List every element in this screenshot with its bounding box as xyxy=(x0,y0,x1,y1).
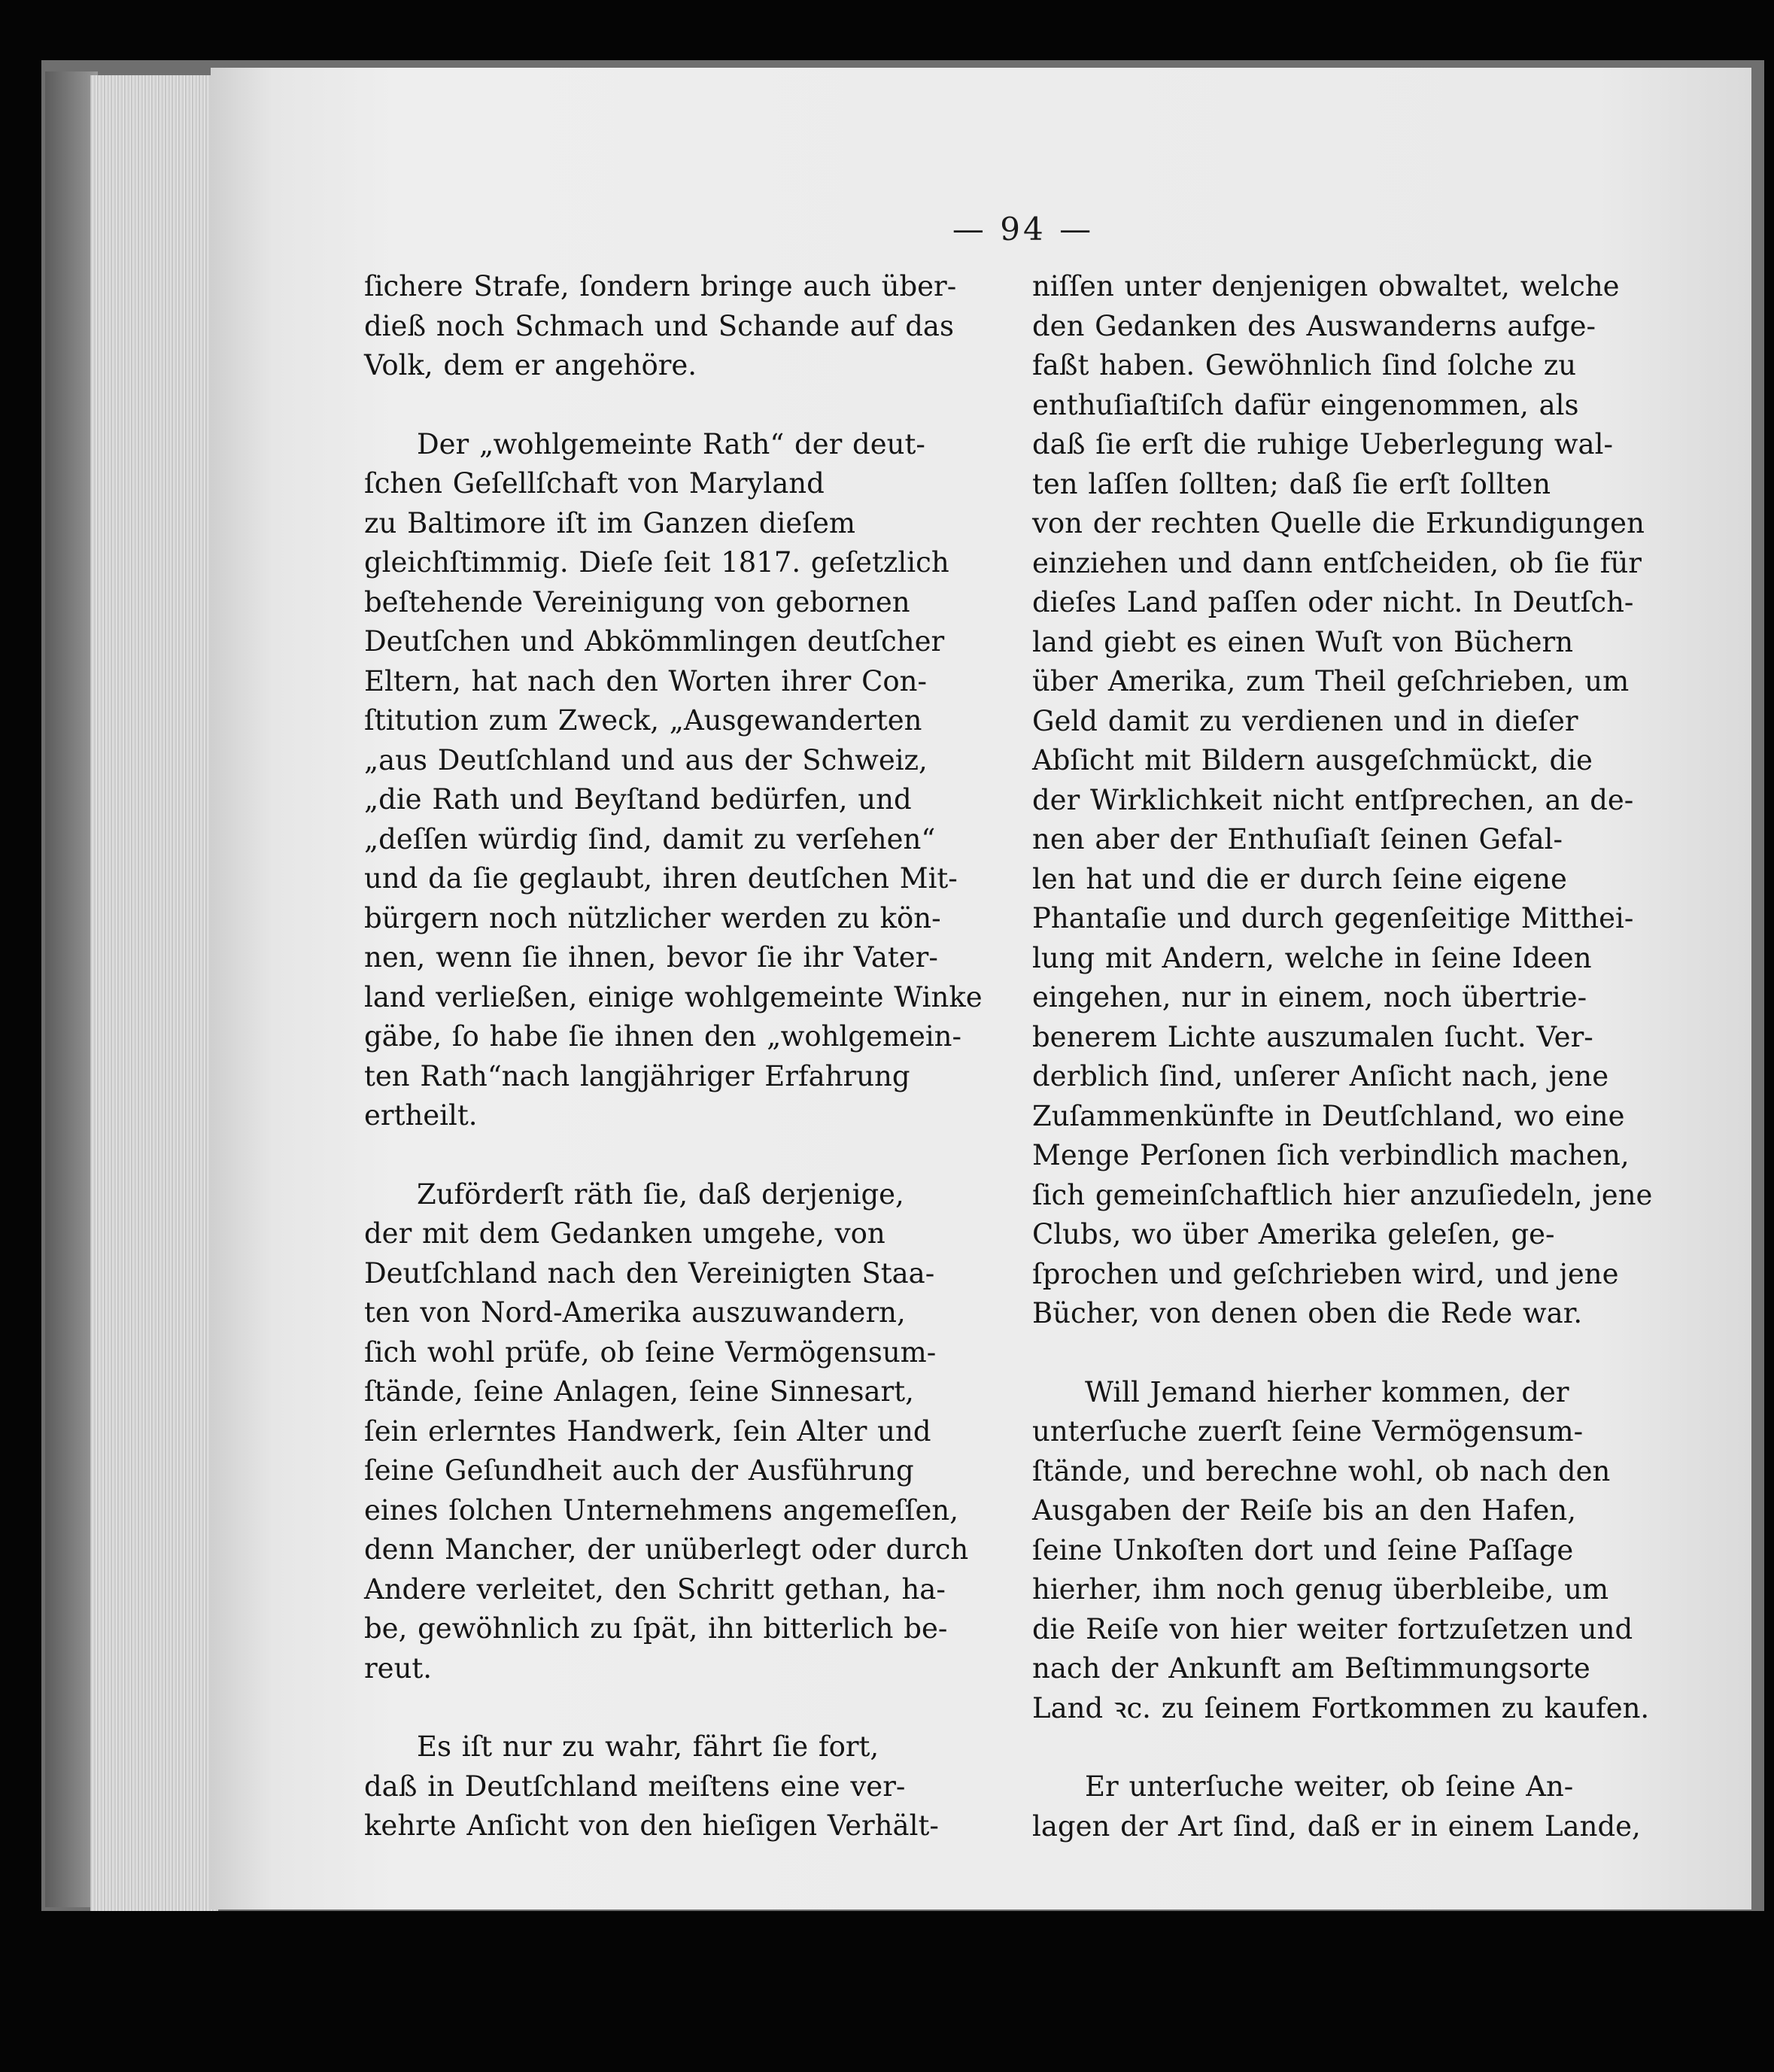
paragraph: Der „wohlgemeinte Rath“ der deut- ſchen Geſellſchaft von Maryland zu Baltimore iſt im Ganzen dieſem gleichſtimmig. Dieſe ſeit 1817. geſetzlich beſtehende Vereinigung von gebornen Deutſchen und Abkömmlingen deutſcher Eltern, hat nach den Worten ihrer Con- ſtitution zum Zweck, „Ausgewanderten „aus Deutſchland und aus der Schweiz, „die Rath und Beyſtand bedürfen, und „deſſen würdig ſind, damit zu verſehen“ und da ſie geglaubt, ihren deutſchen Mit- bürgern noch nützlicher werden zu kön- nen, wenn ſie ihnen, bevor ſie ihr Vater- land verließen, einige wohlgemeinte Winke gäbe, ſo habe ſie ihnen den „wohlgemein- ten Rath“nach langjähriger Erfahrung ertheilt. xyxy=(364,427,983,1132)
paragraph: Es iſt nur zu wahr, fährt ſie fort, daß in Deutſchland meiſtens eine ver- kehrte Anſicht von den hieſigen Verhält- xyxy=(364,1730,939,1842)
paragraph: niſſen unter denjenigen obwaltet, welche den Gedanken des Auswanderns aufge- faßt haben. Gewöhnlich ſind ſolche zu enthuſiaſtiſch dafür eingenommen, als daß ſie erſt die ruhige Ueberlegung wal- ten laſſen ſollten; daß ſie erſt ſollten von der rechten Quelle die Erkundigungen einziehen und dann entſcheiden, ob ſie für dieſes Land paſſen oder nicht. In Deutſch- land giebt es einen Wuſt von Büchern über Amerika, zum Theil geſchrieben, um Geld damit zu verdienen und in dieſer Abſicht mit Bildern ausgeſchmückt, die der Wirklichkeit nicht entſprechen, an de- nen aber der Enthuſiaſt ſeinen Gefal- len hat und die er durch ſeine eigene Phantaſie und durch gegenſeitige Mitthei- lung mit Andern, welche in ſeine Ideen eingehen, nur in einem, noch übertrie- benerem Lichte auszumalen ſucht. Ver- derblich ſind, unſerer Anſicht nach, jene Zuſammenkünfte in Deutſchland, wo eine Menge Perſonen ſich verbindlich machen, ſich gemeinſchaftlich hier anzuſiedeln, jene Clubs, wo über Amerika geleſen, ge- ſprochen und geſchrieben wird, und jene Bücher, von denen oben die Rede war. xyxy=(1032,270,1653,1329)
paragraph: Zuförderſt räth ſie, daß derjenige, der mit dem Gedanken umgehe, von Deutſchland nach den Vereinigten Staa- ten von Nord-Amerika auszuwandern, ſich wohl prüfe, ob ſeine Vermögensum- ſtände, ſeine Anlagen, ſeine Sinnesart, ſein erlerntes Handwerk, ſein Alter und ſeine Geſundheit auch der Ausführung eines ſolchen Unternehmens angemeſſen, denn Mancher, der unüberlegt oder durch Andere verleitet, den Schritt gethan, ha- be, gewöhnlich zu ſpät, ihn bitterlich be- reut. xyxy=(364,1177,969,1685)
paragraph: Will Jemand hierher kommen, der unterſuche zuerſt ſeine Vermögensum- ſtände, und berechne wohl, ob nach den Ausgaben der Reiſe bis an den Hafen, ſeine Unkoſten dort und ſeine Paſſage hierher, ihm noch genug überbleibe, um die Reiſe von hier weiter fortzuſetzen und nach der Ankunft am Beſtimmungsorte Land ꝛc. zu ſeinem Fortkommen zu kaufen. xyxy=(1032,1375,1650,1724)
paragraph: Er unterſuche weiter, ob ſeine An- lagen der Art ſind, daß er in einem Lande, xyxy=(1032,1770,1641,1843)
right-text-column xyxy=(1032,267,1672,1885)
left-text-column xyxy=(364,267,1004,1885)
page-number: — 94 — xyxy=(952,211,1095,248)
paragraph: ſichere Strafe, ſondern bringe auch über- dieß noch Schmach und Schande auf das Volk, dem er angehöre. xyxy=(364,270,957,381)
page-stack-edges xyxy=(90,75,218,1911)
